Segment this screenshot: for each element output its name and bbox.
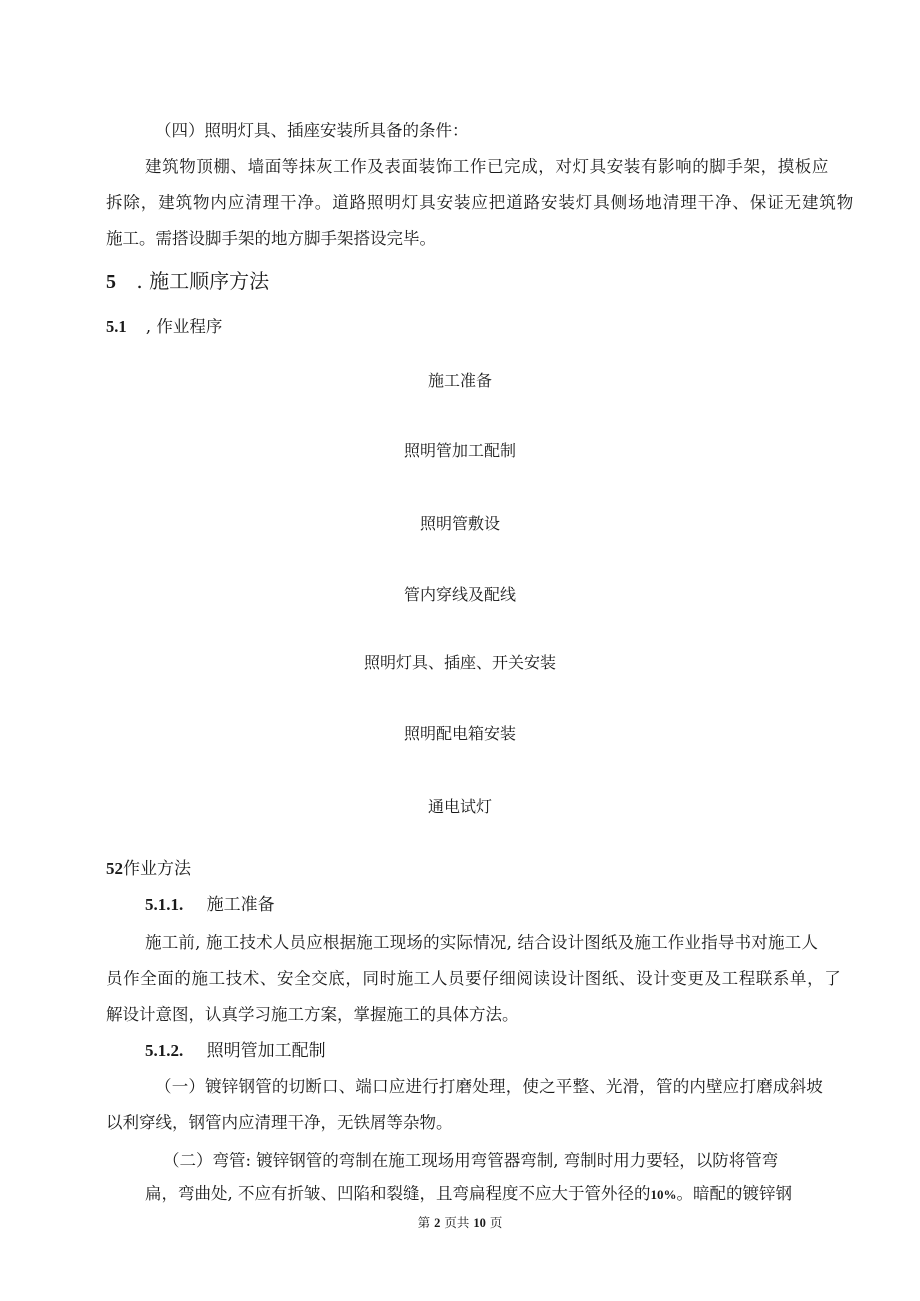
paragraph-line: （二）弯管: 镀锌钢管的弯制在施工现场用弯管器弯制, 弯制时用力要轻，以防将管弯 — [163, 1151, 779, 1170]
footer-middle: 页共 — [444, 1215, 470, 1230]
paragraph-line: 拆除，建筑物内应清理干净。道路照明灯具安装应把道路安装灯具侧场地清理干净、保证无建筑物 — [106, 193, 855, 212]
section-title: 施工准备 — [206, 895, 275, 915]
paragraph-line: 解设计意图，认真学习施工方案，掌握施工的具体方法。 — [106, 1005, 519, 1024]
percentage-value: 10% — [650, 1187, 677, 1202]
text-run: 扁，弯曲处, 不应有折皱、凹陷和裂缝，且弯扁程度不应大于管外径的 — [145, 1184, 651, 1203]
footer-prefix: 第 — [417, 1215, 431, 1230]
flow-step-conduit-laying: 照明管敷设 — [419, 514, 500, 533]
flow-step-fixtures: 照明灯具、插座、开关安装 — [363, 653, 556, 672]
flow-step-power-test: 通电试灯 — [427, 797, 492, 816]
footer-suffix: 页 — [489, 1215, 503, 1230]
section-title: 照明管加工配制 — [206, 1041, 326, 1061]
paragraph-line: 施工。需搭设脚手架的地方脚手架搭设完毕。 — [106, 229, 436, 248]
text-run: 。暗配的镀锌钢 — [676, 1184, 792, 1203]
section-5-heading — [106, 270, 269, 293]
paragraph-line: （一）镀锌钢管的切断口、端口应进行打磨处理，使之平整、光滑，管的内壁应打磨成斜坡 — [155, 1077, 823, 1096]
paragraph-line: 以利穿线，钢管内应清理干净，无铁屑等杂物。 — [106, 1113, 453, 1132]
paragraph-line — [145, 1183, 792, 1206]
section-title: , 作业程序 — [145, 317, 223, 336]
section-number: 5.1 — [106, 317, 127, 336]
section-number: 5.1.2. — [145, 1041, 184, 1060]
section-number: 5.1.1. — [145, 895, 184, 914]
section-number: 5 — [106, 271, 116, 293]
flow-step-prep: 施工准备 — [427, 371, 492, 390]
paragraph-line: 建筑物顶棚、墙面等抹灰工作及表面装饰工作已完成，对灯具安装有影响的脚手架，摸板应 — [145, 157, 829, 176]
section-5-2-heading — [106, 858, 191, 880]
flow-step-conduit-fabrication: 照明管加工配制 — [403, 441, 516, 460]
page-footer — [0, 1213, 920, 1231]
section-title: 作业方法 — [123, 859, 191, 879]
section-4-heading: （四）照明灯具、插座安装所具备的条件： — [155, 121, 469, 140]
section-5-1-1-heading — [145, 894, 275, 916]
flow-step-wiring: 管内穿线及配线 — [403, 585, 516, 604]
total-pages-number: 10 — [473, 1216, 486, 1230]
section-title: . 施工顺序方法 — [136, 269, 270, 293]
section-5-1-heading — [106, 316, 222, 338]
section-5-1-2-heading — [145, 1040, 326, 1062]
section-number: 52 — [106, 859, 123, 878]
paragraph-line: 员作全面的施工技术、安全交底，同时施工人员要仔细阅读设计图纸、设计变更及工程联系单，了 — [106, 969, 842, 988]
paragraph-line: 施工前, 施工技术人员应根据施工现场的实际情况, 结合设计图纸及施工作业指导书对施工人 — [145, 933, 819, 952]
current-page-number: 2 — [434, 1216, 441, 1230]
flow-step-distribution-box: 照明配电箱安装 — [403, 724, 516, 743]
